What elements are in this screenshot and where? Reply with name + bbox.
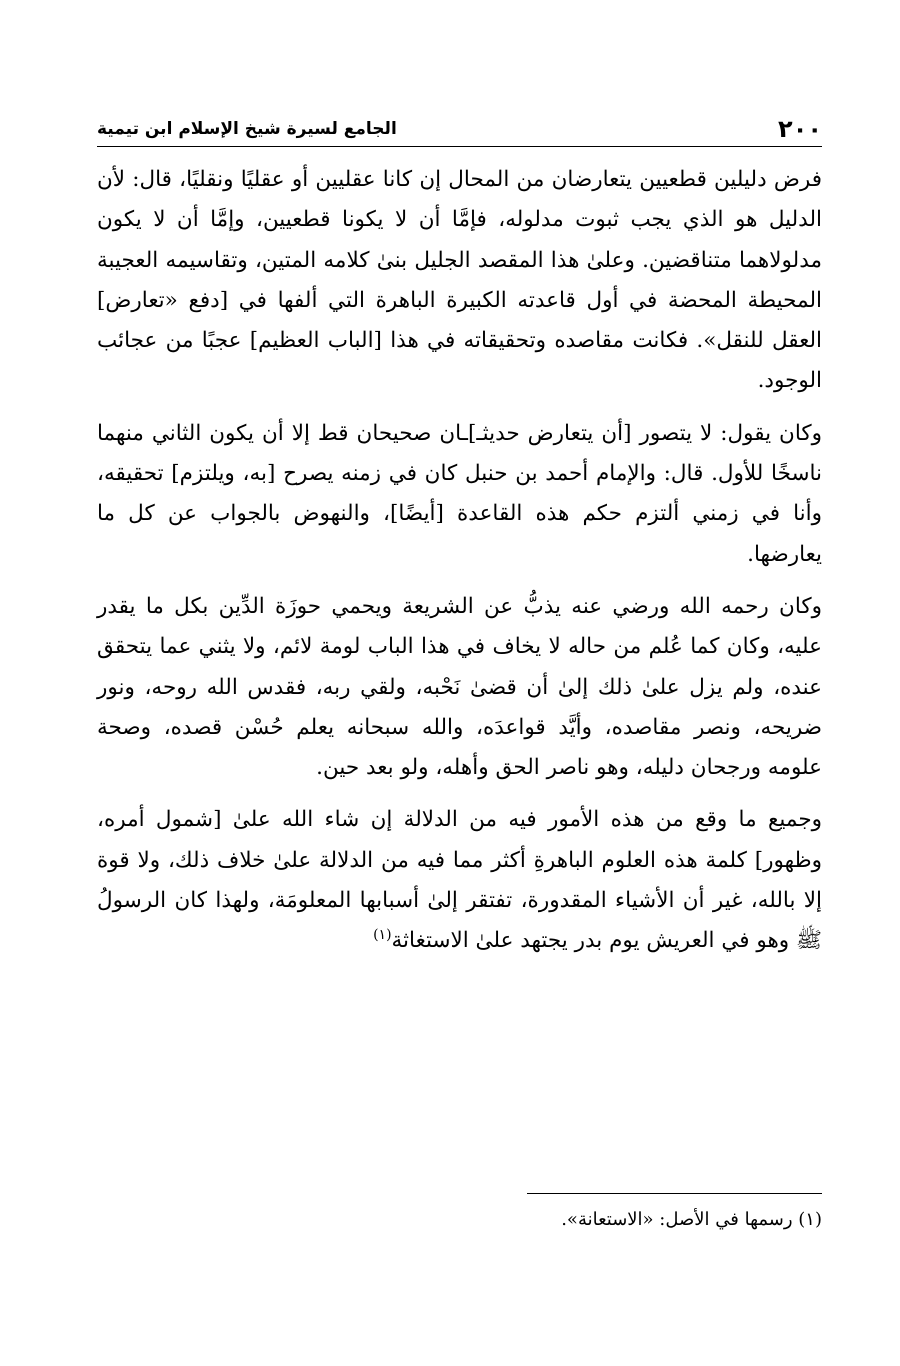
paragraph	[97, 800, 822, 961]
paragraph-text: وجميع ما وقع من هذه الأمور فيه من الدلالة إن شاء الله علىٰ [شمول أمره، وظهور] كلمة هذه العلوم الباهرةِ أكثر مما فيه من الدلالة علىٰ خلاف ذلك، ولا قوة إلا بالله، غير أن الأشياء المقدورة، تفتقر إلىٰ أسبابها المعلومَة، ولهذا كان الرسولُ ﷺ وهو في العريش يوم بدر يجتهد علىٰ الاستغاثة	[97, 807, 822, 954]
page-header	[97, 110, 822, 146]
body-text	[97, 160, 822, 974]
paragraph: فرض دليلين قطعيين يتعارضان من المحال إن كانا عقليين أو عقليًا ونقليًا، قال: لأن الدليل هو الذي يجب ثبوت مدلوله، فإمَّا أن لا يكونا قطعيين، وإمَّا أن لا يكون مدلولاهما متناقضين. وعلىٰ هذا المقصد الجليل بنىٰ كلامه المتين، وتقاسيمه العجيبة المحيطة المحضة في أول قاعدته الكبيرة الباهرة التي ألفها في [دفع «تعارض] العقل للنقل». فكانت مقاصده وتحقيقاته في هذا [الباب العظيم] عجبًا من عجائب الوجود.	[97, 167, 822, 394]
footnote: (١) رسمها في الأصل: «الاستعانة».	[561, 1209, 822, 1230]
footnote-divider	[527, 1193, 822, 1194]
paragraph: وكان يقول: لا يتصور [أن يتعارض حديثـ]ـان صحيحان قط إلا أن يكون الثاني منهما ناسخًا للأول. قال: والإمام أحمد بن حنبل كان في زمنه يصرح [به، ويلتزم] تحقيقه، وأنا في زمني ألتزم حكم هذه القاعدة [أيضًا]، والنهوض بالجواب عن كل ما يعارضها.	[97, 420, 822, 567]
page-number: ٢٠٠	[778, 115, 822, 143]
running-title: الجامع لسيرة شيخ الإسلام ابن تيمية	[97, 119, 397, 139]
paragraph: وكان رحمه الله ورضي عنه يذبُّ عن الشريعة ويحمي حوزَة الدِّين بكل ما يقدر عليه، وكان كما عُلم من حاله لا يخاف في هذا الباب لومة لائم، ولا يثني عما يتحقق عنده، ولم يزل علىٰ ذلك إلىٰ أن قضىٰ نَحْبه، ولقي ربه، فقدس الله روحه، ونور ضريحه، ونصر مقاصده، وأيَّد قواعدَه، والله سبحانه يعلم حُسْن قصده، وصحة علومه ورجحان دليله، وهو ناصر الحق وأهله، ولو بعد حين.	[97, 593, 822, 781]
footnote-reference[interactable]: (١)	[373, 927, 392, 944]
header-divider	[97, 146, 822, 147]
